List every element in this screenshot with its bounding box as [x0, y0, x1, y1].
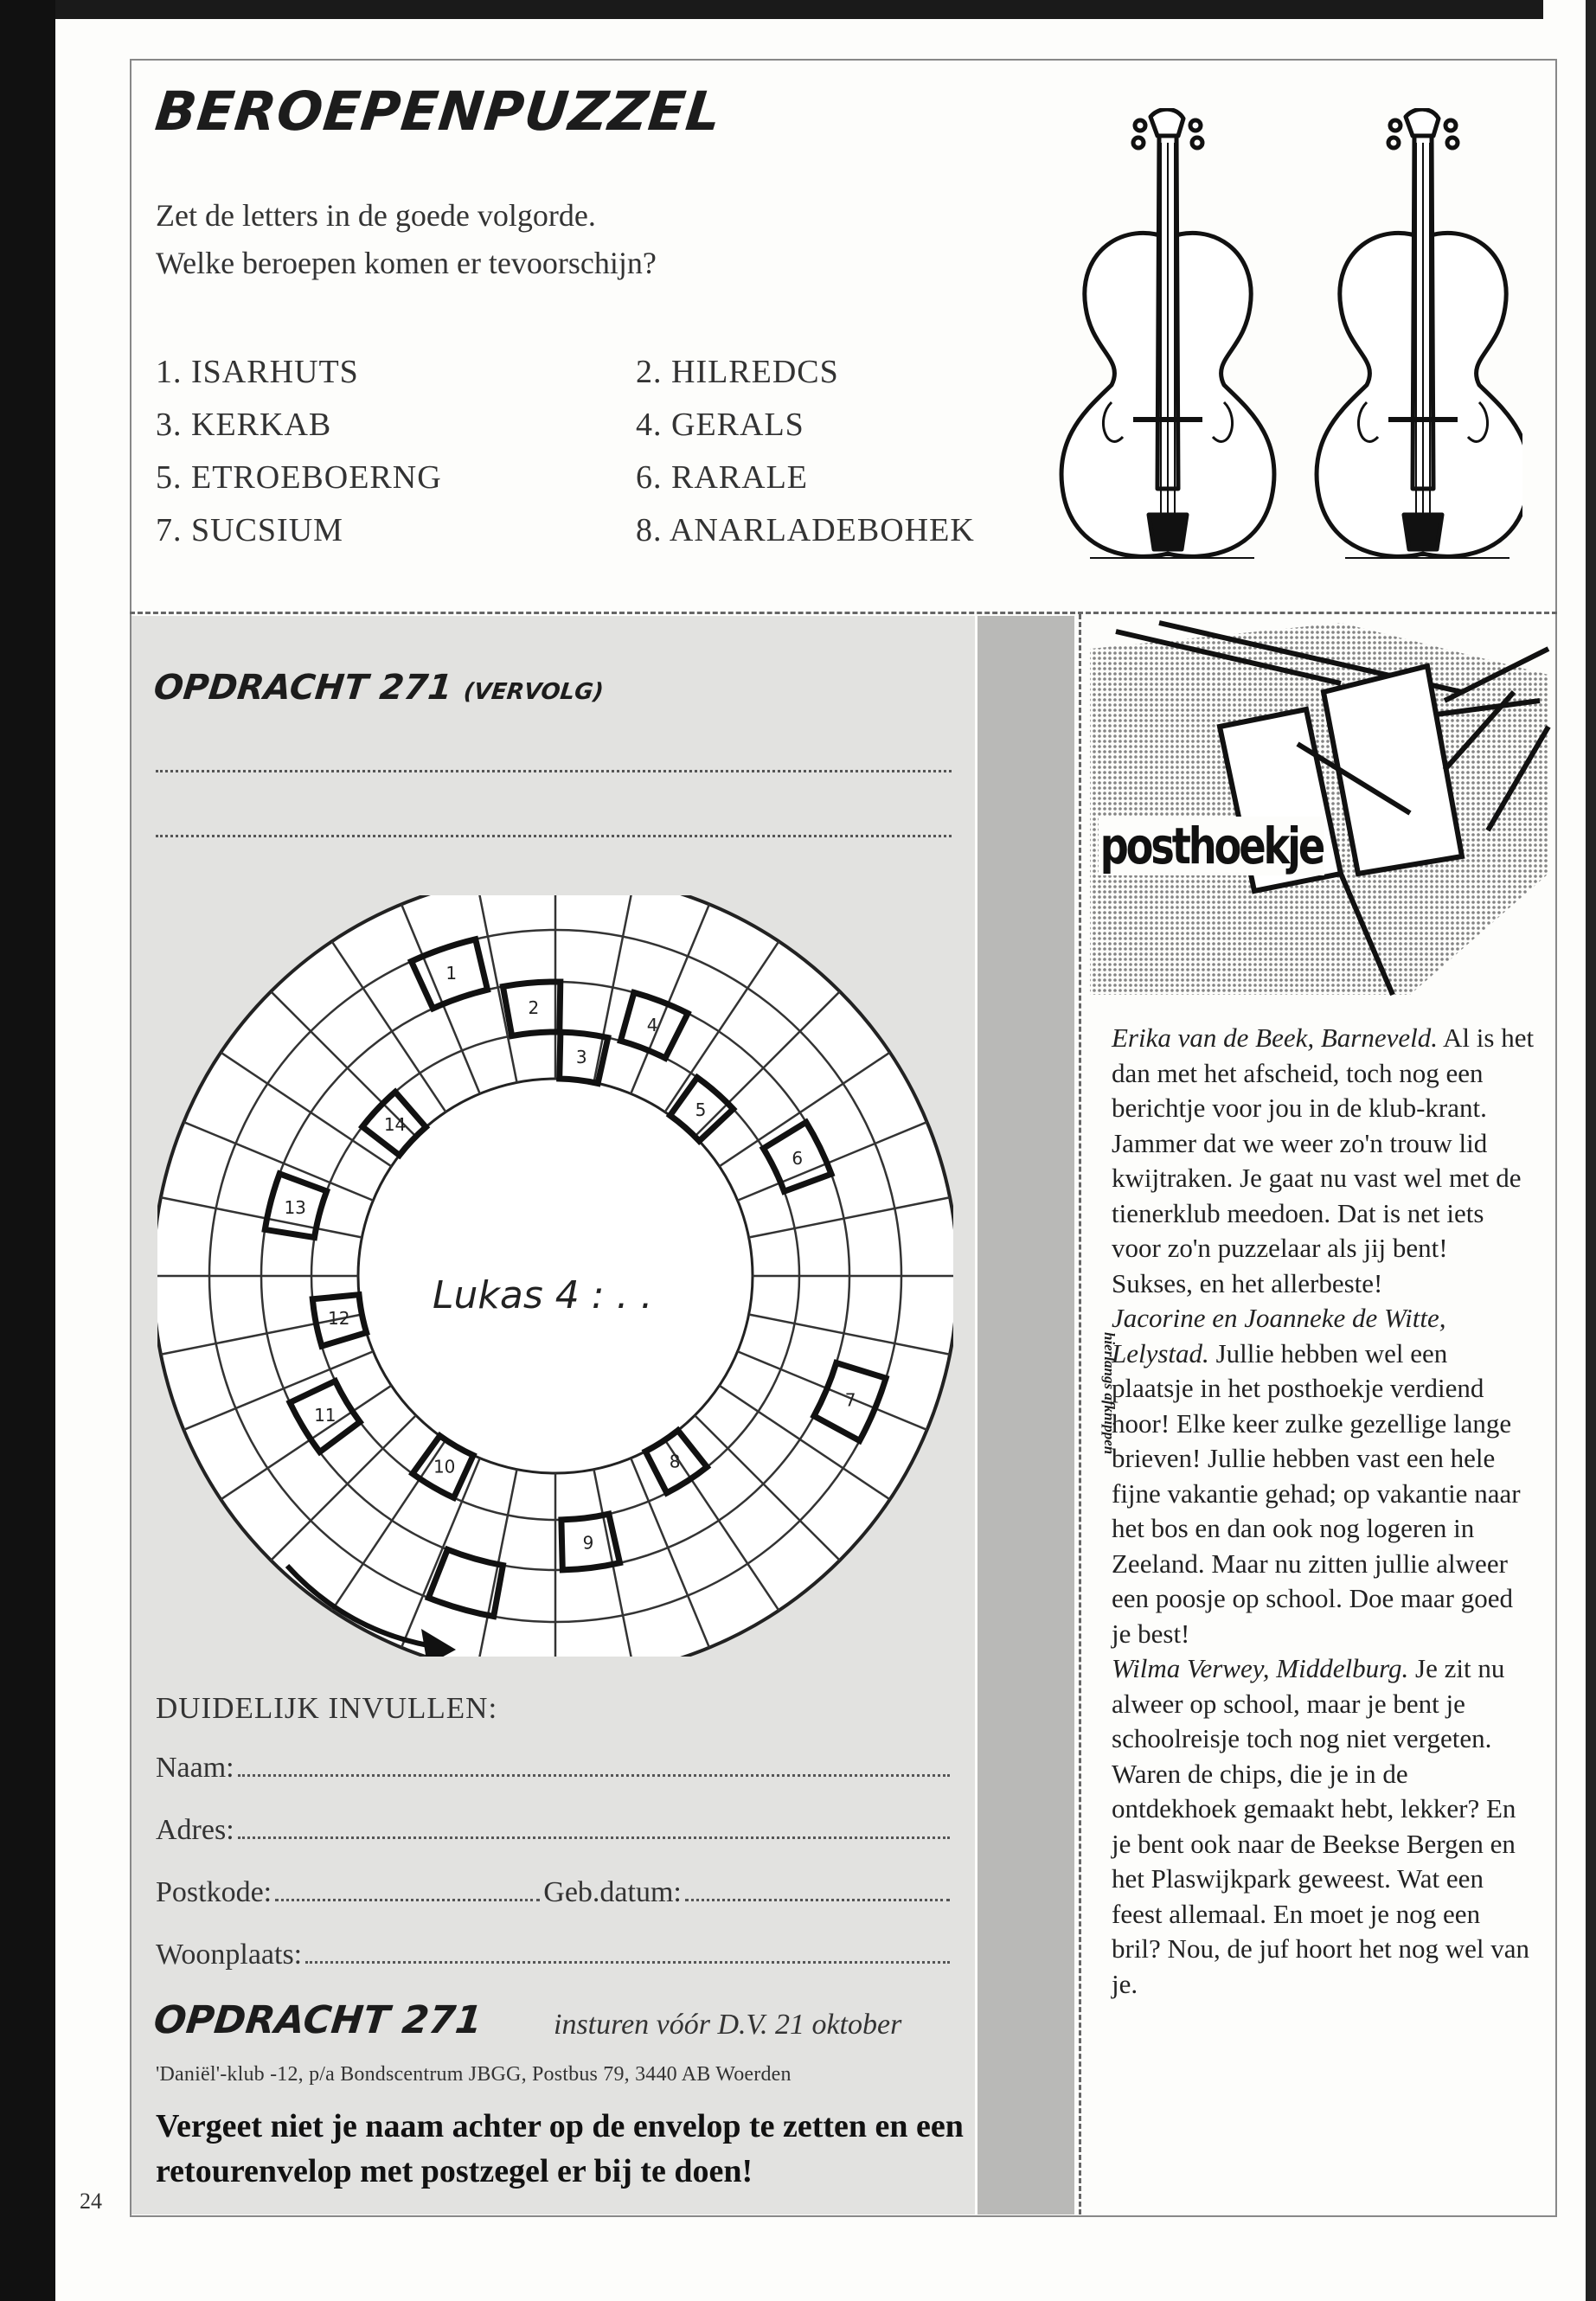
wheel-number-5: 5 [695, 1099, 707, 1121]
mailing-address: 'Daniël'-klub -12, p/a Bondscentrum JBGG, Postbus 79, 3440 AB Woerden [156, 2063, 792, 2086]
intro-line-2: Welke beroepen komen er tevoorschijn? [156, 246, 657, 280]
wheel-number-9: 9 [582, 1532, 594, 1554]
wheel-number-4: 4 [646, 1014, 658, 1035]
binding-edge [0, 0, 55, 2301]
wheel-number-3: 3 [575, 1046, 587, 1067]
puzzle-list-right [636, 346, 975, 557]
field-postcode-label: Postkode: [156, 1876, 272, 1908]
wheel-number-8: 8 [669, 1451, 681, 1472]
puzzle-list-left [156, 346, 442, 557]
cut-label-side: hierlangs afknippen [1101, 1332, 1118, 1455]
posthoekje-title: posthoekje [1099, 817, 1324, 875]
gray-band [977, 616, 1074, 2214]
puzzle-intro [156, 192, 657, 287]
posthoekje-illustration [1081, 614, 1555, 1003]
letter-1-text: Al is het dan met het afscheid, toch nog een berichtje voor jou in de klub-krant. Jammer dat we weer zo'n trouw lid kwijtraken. Je gaat nu vast wel met de tienerklub meedoen. Dat is net iets voor zo'n puzzelaar als jij bent! Sukses, en het allerbeste! [1112, 1022, 1535, 1298]
wheel-center-text: Lukas 4 : . . [433, 1273, 653, 1317]
wheel-number-7: 7 [844, 1389, 856, 1411]
assignment-footer-title: OPDRACHT 271 [151, 1998, 484, 2042]
wheel-number-6: 6 [792, 1148, 804, 1170]
puzzle-item-7: 7. SUCSIUM [156, 512, 343, 548]
puzzle-item-4: 4. GERALS [636, 407, 804, 443]
envelope-warning: Vergeet niet je naam achter op de envelop te zetten en een retourenvelop met postzegel er bij te doen! [156, 2108, 964, 2189]
wheel-number-13: 13 [284, 1197, 306, 1219]
wheel-number-11: 11 [314, 1404, 337, 1426]
puzzle-item-6: 6. RARALE [636, 459, 808, 496]
puzzle-item-8: 8. ANARLADEBOHEK [636, 512, 975, 548]
answer-line-1[interactable] [156, 770, 952, 772]
letter-2-name: Jacorine en Joanneke de Witte, Lelystad. [1112, 1303, 1446, 1368]
form-heading: DUIDELIJK INVULLEN: [156, 1691, 498, 1725]
field-name-input[interactable] [238, 1774, 950, 1777]
field-birthdate-input[interactable] [685, 1899, 950, 1901]
letter-2-text: Jullie hebben wel een plaatsje in het posthoekje verdiend hoor! Elke keer zulke gezellige lange brieven! Jullie hebben vast een hele fijne vakantie gehad; op vakantie naar het bos en dan ook nog logeren in Zeeland. Maar nu zitten jullie alweer een poosje op school. Doe maar goed je best! [1112, 1337, 1521, 1649]
field-address-input[interactable] [238, 1836, 950, 1839]
field-postcode-birthdate[interactable] [156, 1876, 953, 1909]
field-name-label: Naam: [156, 1752, 234, 1784]
puzzle-item-2: 2. HILREDCS [636, 354, 839, 390]
wheel-number-10: 10 [433, 1456, 456, 1477]
deadline: insturen vóór D.V. 21 oktober [554, 2009, 902, 2041]
scan-right-edge [1586, 0, 1596, 2301]
letter-3-text: Je zit nu alweer op school, maar je bent je schoolreisje toch nog niet vergeten. Waren de chips, die je in de ontdekhoek gemaakt hebt, lekker? En je bent ook naar de Beekse Bergen en het Plaswijkpark geweest. Wat een feest allemaal. En moet je nog een bril? Nou, de juf hoort het nog wel van je. [1112, 1653, 1529, 1999]
puzzle-item-5: 5. ETROEBOERNG [156, 459, 442, 496]
field-name[interactable] [156, 1752, 953, 1785]
field-address-label: Adres: [156, 1814, 234, 1846]
puzzle-item-1: 1. ISARHUTS [156, 354, 359, 390]
wheel-number-1: 1 [445, 963, 458, 984]
puzzle-item-3: 3. KERKAB [156, 407, 332, 443]
intro-line-1: Zet de letters in de goede volgorde. [156, 198, 596, 233]
answer-line-2[interactable] [156, 835, 952, 837]
letter-3-name: Wilma Verwey, Middelburg. [1112, 1653, 1409, 1683]
field-birthdate-label: Geb.datum: [543, 1876, 682, 1908]
letters-column [1112, 1021, 1535, 2002]
assignment-title-main: OPDRACHT 271 [151, 668, 455, 708]
page-number: 24 [80, 2189, 102, 2214]
wheel-number-12: 12 [328, 1308, 350, 1330]
bass-left [1061, 109, 1274, 558]
field-address[interactable] [156, 1814, 953, 1847]
assignment-title [152, 668, 606, 708]
double-bass-illustration [1029, 108, 1522, 567]
field-postcode-input[interactable] [275, 1899, 540, 1901]
bass-right [1317, 109, 1522, 558]
assignment-subtitle: (VERVOLG) [462, 679, 606, 705]
field-residence[interactable] [156, 1939, 953, 1971]
field-residence-label: Woonplaats: [156, 1939, 303, 1971]
letter-1-name: Erika van de Beek, Barneveld. [1112, 1022, 1438, 1053]
wheel-number-2: 2 [528, 997, 540, 1019]
scan-top-edge [55, 0, 1543, 19]
wheel-number-14: 14 [383, 1113, 407, 1135]
puzzle-title: BEROEPENPUZZEL [152, 80, 725, 143]
field-residence-input[interactable] [305, 1961, 950, 1964]
